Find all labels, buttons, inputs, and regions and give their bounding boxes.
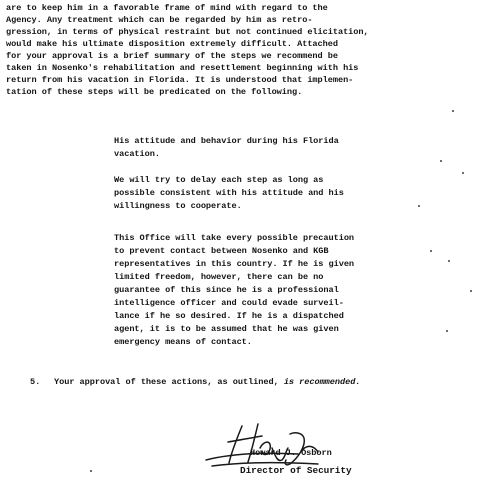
item-line: guarantee of this since he is a professional xyxy=(114,285,339,295)
scan-speck xyxy=(90,470,92,472)
signature-block xyxy=(202,418,462,488)
scan-speck xyxy=(446,330,448,332)
paragraph-number: 5. xyxy=(30,377,41,387)
item-line: willingness to cooperate. xyxy=(114,201,242,211)
scan-speck xyxy=(470,290,472,292)
signer-title: Director of Security xyxy=(240,465,352,476)
recommendation-text: Your approval of these actions, as outlined, xyxy=(54,377,279,387)
recommendation-line xyxy=(54,377,360,388)
item-line: to prevent contact between Nosenko and KGB xyxy=(114,246,329,256)
scan-speck xyxy=(448,260,450,262)
scan-speck xyxy=(440,160,442,162)
scan-speck xyxy=(452,110,454,112)
scan-speck xyxy=(430,250,432,252)
scan-speck xyxy=(418,205,420,207)
intro-line: taken in Nosenko's rehabilitation and resettlement beginning with his xyxy=(6,63,359,73)
intro-line: for your approval is a brief summary of the steps we recommend be xyxy=(6,51,338,61)
item-line: This Office will take every possible precaution xyxy=(114,233,355,243)
intro-line: tation of these steps will be predicated on the following. xyxy=(6,87,303,97)
item-line: lance if he so desired. If he is a dispatched xyxy=(114,311,344,321)
intro-line: would make his ultimate disposition extremely difficult. Attached xyxy=(6,39,338,49)
recommendation-emphasis: is recommended. xyxy=(283,377,361,387)
item-line: agent, it is to be assumed that he was given xyxy=(114,324,339,334)
item-line: possible consistent with his attitude and his xyxy=(114,188,344,198)
item-line: representatives in this country. If he is given xyxy=(114,259,355,269)
signer-name: Howard J. Osborn xyxy=(250,448,332,458)
scan-speck xyxy=(462,172,464,174)
item-line: intelligence officer and could evade surveil- xyxy=(114,298,344,308)
item-line: emergency means of contact. xyxy=(114,337,252,347)
intro-line: Agency. Any treatment which can be regarded by him as retro- xyxy=(6,15,313,25)
intro-line: are to keep him in a favorable frame of mind with regard to the xyxy=(6,3,328,13)
intro-line: gression, in terms of physical restraint but not continued elicitation, xyxy=(6,27,369,37)
handwritten-signature xyxy=(202,418,322,472)
item-line: His attitude and behavior during his Florida xyxy=(114,136,339,146)
intro-line: return from his vacation in Florida. It is understood that implemen- xyxy=(6,75,354,85)
item-line: limited freedom, however, there can be no xyxy=(114,272,324,282)
item-line: vacation. xyxy=(114,149,160,159)
item-line: We will try to delay each step as long as xyxy=(114,175,324,185)
